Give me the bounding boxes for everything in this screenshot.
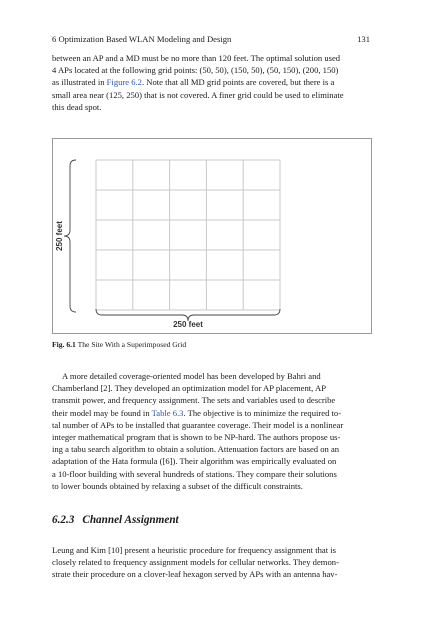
- paragraph-1: [52, 52, 372, 113]
- text-line: between an AP and a MD must be no more than 120 feet. The optimal solution used: [52, 53, 341, 63]
- paragraph-3: [52, 544, 372, 581]
- section-number: 6.2.3: [52, 514, 75, 526]
- section-heading: [52, 514, 179, 526]
- text-line: A more detailed coverage-oriented model has been developed by Bahri and: [62, 371, 321, 381]
- running-header: [52, 34, 370, 44]
- text-line: Leung and Kim [10] present a heuristic procedure for frequency assignment that is: [52, 545, 336, 555]
- figure-link[interactable]: Figure 6.2: [106, 77, 142, 88]
- x-dimension-label: 250 feet: [173, 320, 203, 329]
- table-link[interactable]: Table 6.3: [151, 407, 184, 418]
- text-line: this dead spot.: [52, 101, 102, 112]
- text-line: small area near (125, 250) that is not covered. A finer grid could be used to eliminate: [52, 89, 344, 100]
- text-line: 4 APs located at the following grid points: (50, 50), (150, 50), (50, 150), (200, 150): [52, 65, 339, 76]
- text-line: transmit power, and frequency assignment. The sets and variables used to describe: [52, 395, 336, 406]
- text-line: as illustrated in Figure 6.2. Note that all MD grid points are covered, but there is a: [52, 77, 335, 88]
- text-line: to lower bounds obtained by relaxing a subset of the difficult constraints.: [52, 480, 303, 491]
- paragraph-2: [52, 370, 372, 492]
- text-line: closely related to frequency assignment models for cellular networks. They demon-: [52, 557, 339, 568]
- text-line: strate their procedure on a clover-leaf hexagon served by APs with an antenna hav-: [52, 569, 338, 580]
- running-title: 6 Optimization Based WLAN Modeling and Design: [52, 34, 232, 44]
- figure-caption: [52, 340, 186, 349]
- page-number: 131: [357, 34, 370, 44]
- site-grid-figure: [52, 138, 372, 334]
- text-line: a 10-floor building with several hundreds of stations. They compare their solutions: [52, 468, 337, 479]
- y-dimension-label: 250 feet: [55, 221, 64, 251]
- caption-text: The Site With a Superimposed Grid: [77, 340, 187, 349]
- text-line: their model may be found in Table 6.3. The objective is to minimize the required to-: [52, 407, 342, 418]
- text-line: integer mathematical program that is shown to be NP-hard. The authors propose us-: [52, 432, 341, 443]
- text-line: tal number of APs to be installed that guarantee coverage. Their model is a nonlinear: [52, 419, 344, 430]
- text-line: ing a tabu search algorithm to obtain a solution. Attenuation factors are based on an: [52, 444, 340, 455]
- caption-label: Fig. 6.1: [52, 340, 76, 349]
- text-line: Chamberland [2]. They developed an optimization model for AP placement, AP: [52, 383, 326, 394]
- section-title: Channel Assignment: [82, 514, 179, 526]
- text-line: adaptation of the Hata formula ([6]). Their algorithm was empirically evaluated on: [52, 456, 337, 467]
- figure-frame: [53, 139, 372, 334]
